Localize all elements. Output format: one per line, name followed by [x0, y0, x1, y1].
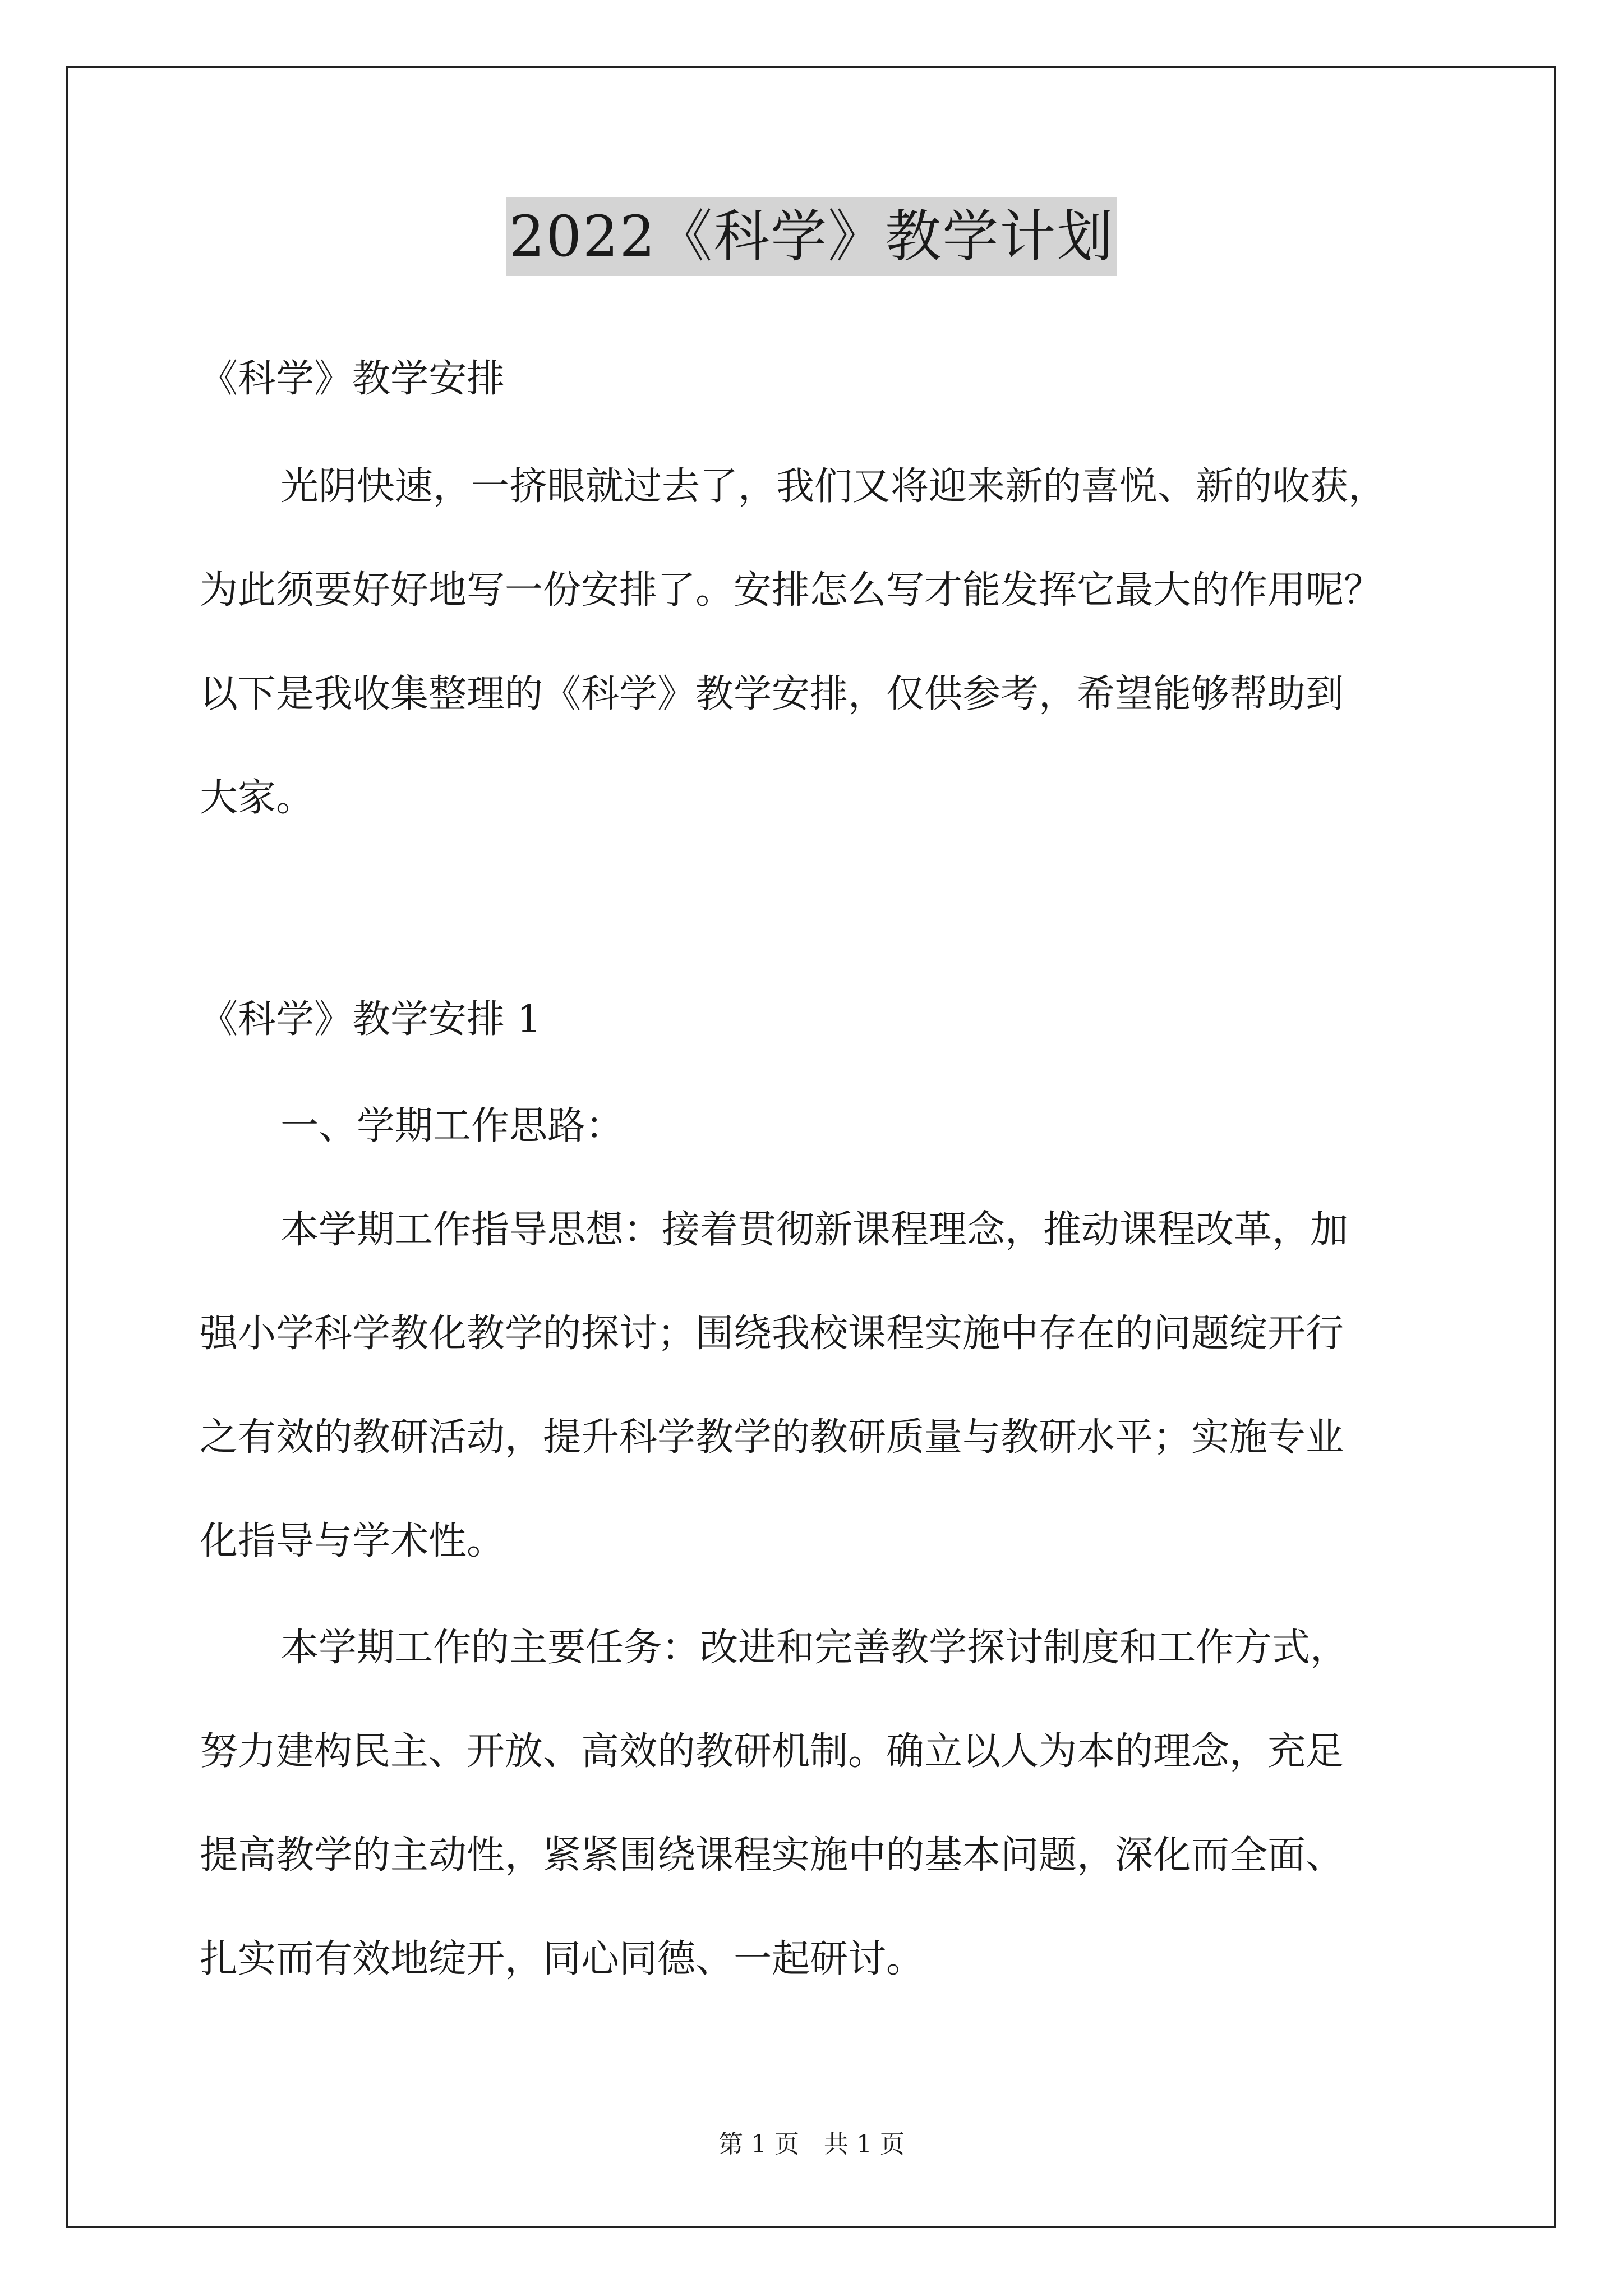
intro-line-3: 以下是我收集整理的《科学》教学安排，仅供参考，希望能够帮助到 [200, 672, 1344, 716]
paragraph-1-line-2: 强小学科学教化教学的探讨；围绕我校课程实施中存在的问题绽开行 [200, 1312, 1344, 1356]
paragraph-2-line-1: 本学期工作的主要任务：改进和完善教学探讨制度和工作方式， [280, 1626, 1349, 1670]
intro-line-2: 为此须要好好地写一份安排了。安排怎么写才能发挥它最大的作用呢？ [200, 568, 1382, 613]
section-heading: 《科学》教学安排 [200, 357, 505, 401]
paragraph-2-line-4: 扎实而有效地绽开，同心同德、一起研讨。 [200, 1937, 925, 1981]
document-title: 2022《科学》教学计划 [506, 197, 1118, 276]
paragraph-1-line-4: 化指导与学术性。 [200, 1519, 505, 1563]
paragraph-2-line-3: 提高教学的主动性，紧紧围绕课程实施中的基本问题，深化而全面、 [200, 1833, 1344, 1878]
page-number-footer: 第 1 页 共 1 页 [718, 2130, 905, 2159]
subsection-heading: 一、学期工作思路： [280, 1104, 624, 1148]
paragraph-2-line-2: 努力建构民主、开放、高效的教研机制。确立以人为本的理念，充足 [200, 1729, 1344, 1774]
intro-line-1: 光阴快速，一挤眼就过去了，我们又将迎来新的喜悦、新的收获， [280, 464, 1387, 509]
intro-line-4: 大家。 [200, 776, 315, 820]
paragraph-1-line-1: 本学期工作指导思想：接着贯彻新课程理念，推动课程改革，加 [280, 1208, 1349, 1252]
paragraph-1-line-3: 之有效的教研活动，提升科学教学的教研质量与教研水平；实施专业 [200, 1415, 1344, 1460]
document-title-wrap [0, 197, 1623, 276]
section-heading-1: 《科学》教学安排 1 [200, 997, 541, 1042]
